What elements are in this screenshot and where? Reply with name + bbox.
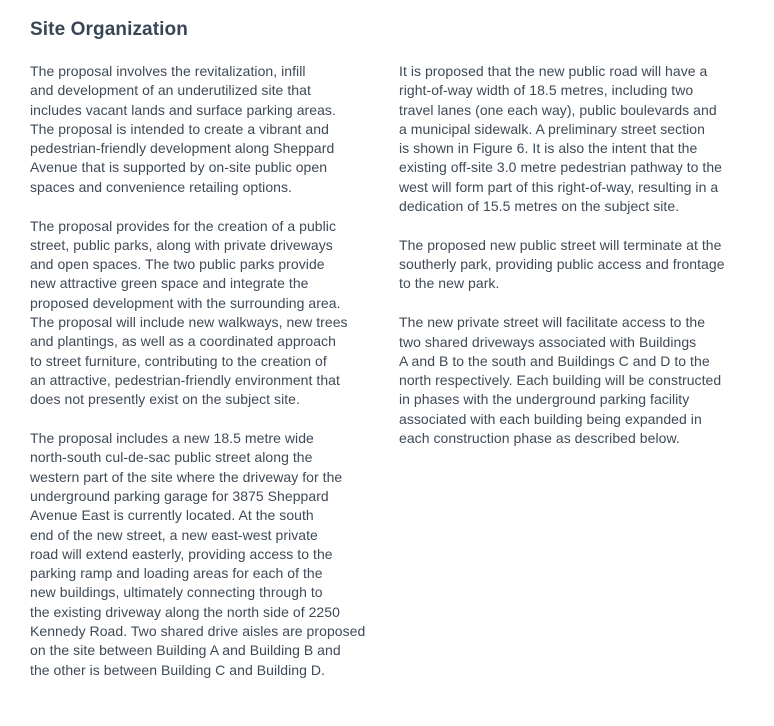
body-paragraph (30, 62, 380, 197)
paragraph-line: travel lanes (one each way), public boulevards and (399, 101, 717, 118)
paragraph-line: parking ramp and loading areas for each of the (30, 565, 323, 582)
paragraph-line: on the site between Building A and Building B and (30, 642, 341, 659)
paragraph-line: is shown in Figure 6. It is also the intent that the (399, 140, 698, 157)
body-paragraph (30, 217, 380, 410)
paragraph-line: the other is between Building C and Building D. (30, 661, 325, 678)
paragraph-line: north-south cul-de-sac public street along the (30, 449, 313, 466)
paragraph-line: west will form part of this right-of-way, resulting in a (399, 178, 719, 195)
body-paragraph (399, 62, 754, 216)
paragraph-line: new buildings, ultimately connecting through to (30, 584, 323, 601)
paragraph-line: street, public parks, along with private driveways (30, 236, 333, 253)
paragraph-line: new attractive green space and integrate the (30, 275, 309, 292)
paragraph-line: two shared driveways associated with Buildings (399, 333, 697, 350)
paragraph-line: an attractive, pedestrian-friendly environment that (30, 371, 340, 388)
paragraph-line: and open spaces. The two public parks provide (30, 256, 325, 273)
paragraph-line: Avenue that is supported by on-site public open (30, 159, 328, 176)
paragraph-line: does not presently exist on the subject site. (30, 391, 300, 408)
paragraph-line: and plantings, as well as a coordinated approach (30, 333, 336, 350)
paragraph-line: The proposal provides for the creation of a public (30, 217, 337, 234)
paragraph-line: includes vacant lands and surface parking areas. (30, 101, 336, 118)
paragraph-line: existing off-site 3.0 metre pedestrian pathway to the (399, 159, 723, 176)
page-title: Site Organization (30, 19, 188, 40)
paragraph-line: western part of the site where the driveway for the (30, 468, 343, 485)
paragraph-line: The proposal includes a new 18.5 metre wide (30, 430, 314, 447)
paragraph-line: right-of-way width of 18.5 metres, including two (399, 82, 694, 99)
left-column (30, 62, 380, 699)
paragraph-line: The new private street will facilitate access to the (399, 314, 706, 331)
body-paragraph (399, 313, 754, 448)
body-paragraph (30, 429, 380, 680)
paragraph-line: spaces and convenience retailing options. (30, 178, 292, 195)
paragraph-line: road will extend easterly, providing access to the (30, 545, 333, 562)
paragraph-line: Kennedy Road. Two shared drive aisles are proposed (30, 623, 366, 640)
paragraph-line: A and B to the south and Buildings C and D to the (399, 352, 710, 369)
body-paragraph (399, 236, 754, 294)
paragraph-line: pedestrian-friendly development along Sheppard (30, 140, 335, 157)
paragraph-line: each construction phase as described below. (399, 430, 680, 447)
paragraph-line: north respectively. Each building will be constructed (399, 372, 722, 389)
paragraph-line: proposed development with the surrounding area. (30, 294, 341, 311)
paragraph-line: a municipal sidewalk. A preliminary street section (399, 120, 705, 137)
paragraph-line: dedication of 15.5 metres on the subject site. (399, 198, 680, 215)
paragraph-line: southerly park, providing public access and frontage (399, 256, 725, 273)
paragraph-line: The proposed new public street will terminate at the (399, 236, 722, 253)
paragraph-line: The proposal involves the revitalization, infill (30, 63, 306, 79)
paragraph-line: end of the new street, a new east-west private (30, 526, 318, 543)
paragraph-line: underground parking garage for 3875 Sheppard (30, 487, 329, 504)
paragraph-line: It is proposed that the new public road will have a (399, 63, 708, 79)
right-column (399, 62, 754, 468)
paragraph-line: associated with each building being expanded in (399, 410, 702, 427)
paragraph-line: in phases with the underground parking facility (399, 391, 690, 408)
paragraph-line: and development of an underutilized site that (30, 82, 311, 99)
paragraph-line: The proposal will include new walkways, new trees (30, 314, 348, 331)
paragraph-line: to street furniture, contributing to the creation of (30, 352, 327, 369)
paragraph-line: the existing driveway along the north side of 2250 (30, 603, 340, 620)
paragraph-line: The proposal is intended to create a vibrant and (30, 120, 329, 137)
paragraph-line: to the new park. (399, 275, 500, 292)
paragraph-line: Avenue East is currently located. At the south (30, 507, 314, 524)
